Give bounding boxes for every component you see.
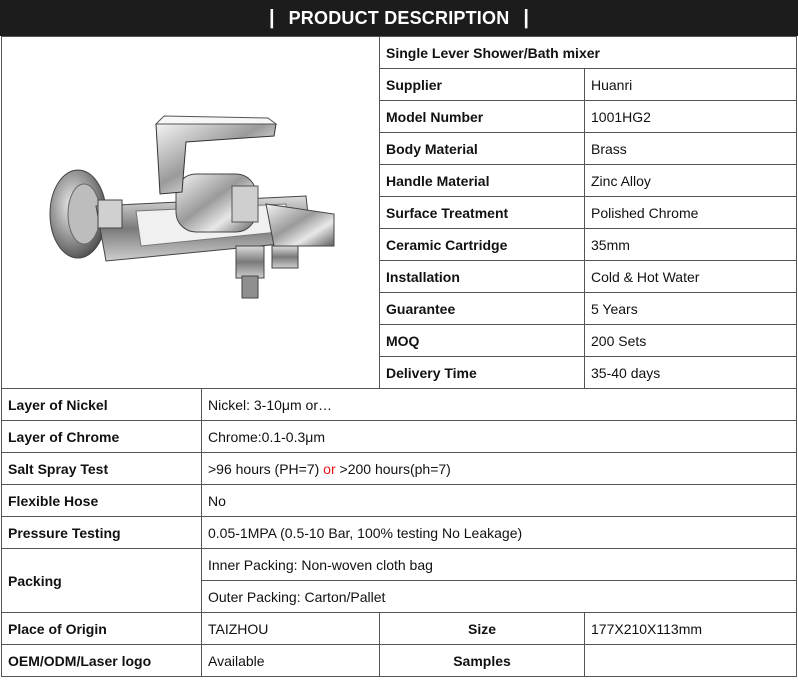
spec-label: MOQ bbox=[380, 325, 585, 357]
salt-value-a: >96 hours (PH=7) bbox=[208, 460, 324, 477]
detail-value-chrome: Chrome:0.1-0.3μm bbox=[202, 421, 797, 453]
spec-value: Polished Chrome bbox=[585, 197, 797, 229]
product-image-cell bbox=[2, 37, 380, 389]
detail-value-salt bbox=[202, 453, 797, 485]
spec-value: 1001HG2 bbox=[585, 101, 797, 133]
detail-value-samples bbox=[585, 645, 797, 677]
detail-value-outer-packing: Outer Packing: Carton/Pallet bbox=[202, 581, 797, 613]
salt-value-b: >200 hours(ph=7) bbox=[335, 460, 451, 477]
spec-label: Delivery Time bbox=[380, 357, 585, 389]
detail-value-hose: No bbox=[202, 485, 797, 517]
spec-label: Surface Treatment bbox=[380, 197, 585, 229]
detail-value-nickel: Nickel: 3-10μm or… bbox=[202, 389, 797, 421]
detail-value-pressure: 0.05-1MPA (0.5-10 Bar, 100% testing No Leakage) bbox=[202, 517, 797, 549]
detail-label-oem: OEM/ODM/Laser logo bbox=[2, 645, 202, 677]
spec-value: 200 Sets bbox=[585, 325, 797, 357]
spec-value: 5 Years bbox=[585, 293, 797, 325]
detail-value-origin: TAIZHOU bbox=[202, 613, 380, 645]
product-table bbox=[1, 36, 797, 677]
spec-value: Zinc Alloy bbox=[585, 165, 797, 197]
spec-value: Huanri bbox=[585, 69, 797, 101]
detail-label-chrome: Layer of Chrome bbox=[2, 421, 202, 453]
section-header bbox=[0, 0, 798, 36]
header-bar-left: | bbox=[268, 6, 275, 29]
bath-mixer-icon bbox=[36, 96, 346, 326]
spec-label: Handle Material bbox=[380, 165, 585, 197]
spec-label: Model Number bbox=[380, 101, 585, 133]
detail-value-oem: Available bbox=[202, 645, 380, 677]
detail-label-packing: Packing bbox=[2, 549, 202, 613]
spec-value: Cold & Hot Water bbox=[585, 261, 797, 293]
detail-label-origin: Place of Origin bbox=[2, 613, 202, 645]
detail-label-hose: Flexible Hose bbox=[2, 485, 202, 517]
header-bar-right: | bbox=[523, 6, 530, 29]
product-title: Single Lever Shower/Bath mixer bbox=[380, 37, 797, 69]
detail-value-size: 177X210X113mm bbox=[585, 613, 797, 645]
spec-label: Body Material bbox=[380, 133, 585, 165]
detail-label-nickel: Layer of Nickel bbox=[2, 389, 202, 421]
spec-value: 35mm bbox=[585, 229, 797, 261]
header-title: PRODUCT DESCRIPTION bbox=[288, 7, 510, 28]
spec-label: Ceramic Cartridge bbox=[380, 229, 585, 261]
spec-value: 35-40 days bbox=[585, 357, 797, 389]
salt-or-text: or bbox=[323, 460, 336, 477]
detail-label-samples: Samples bbox=[380, 645, 585, 677]
detail-label-size: Size bbox=[380, 613, 585, 645]
detail-value-inner-packing: Inner Packing: Non-woven cloth bag bbox=[202, 549, 797, 581]
spec-label: Installation bbox=[380, 261, 585, 293]
detail-label-salt: Salt Spray Test bbox=[2, 453, 202, 485]
spec-value: Brass bbox=[585, 133, 797, 165]
spec-label: Guarantee bbox=[380, 293, 585, 325]
detail-label-pressure: Pressure Testing bbox=[2, 517, 202, 549]
spec-label: Supplier bbox=[380, 69, 585, 101]
